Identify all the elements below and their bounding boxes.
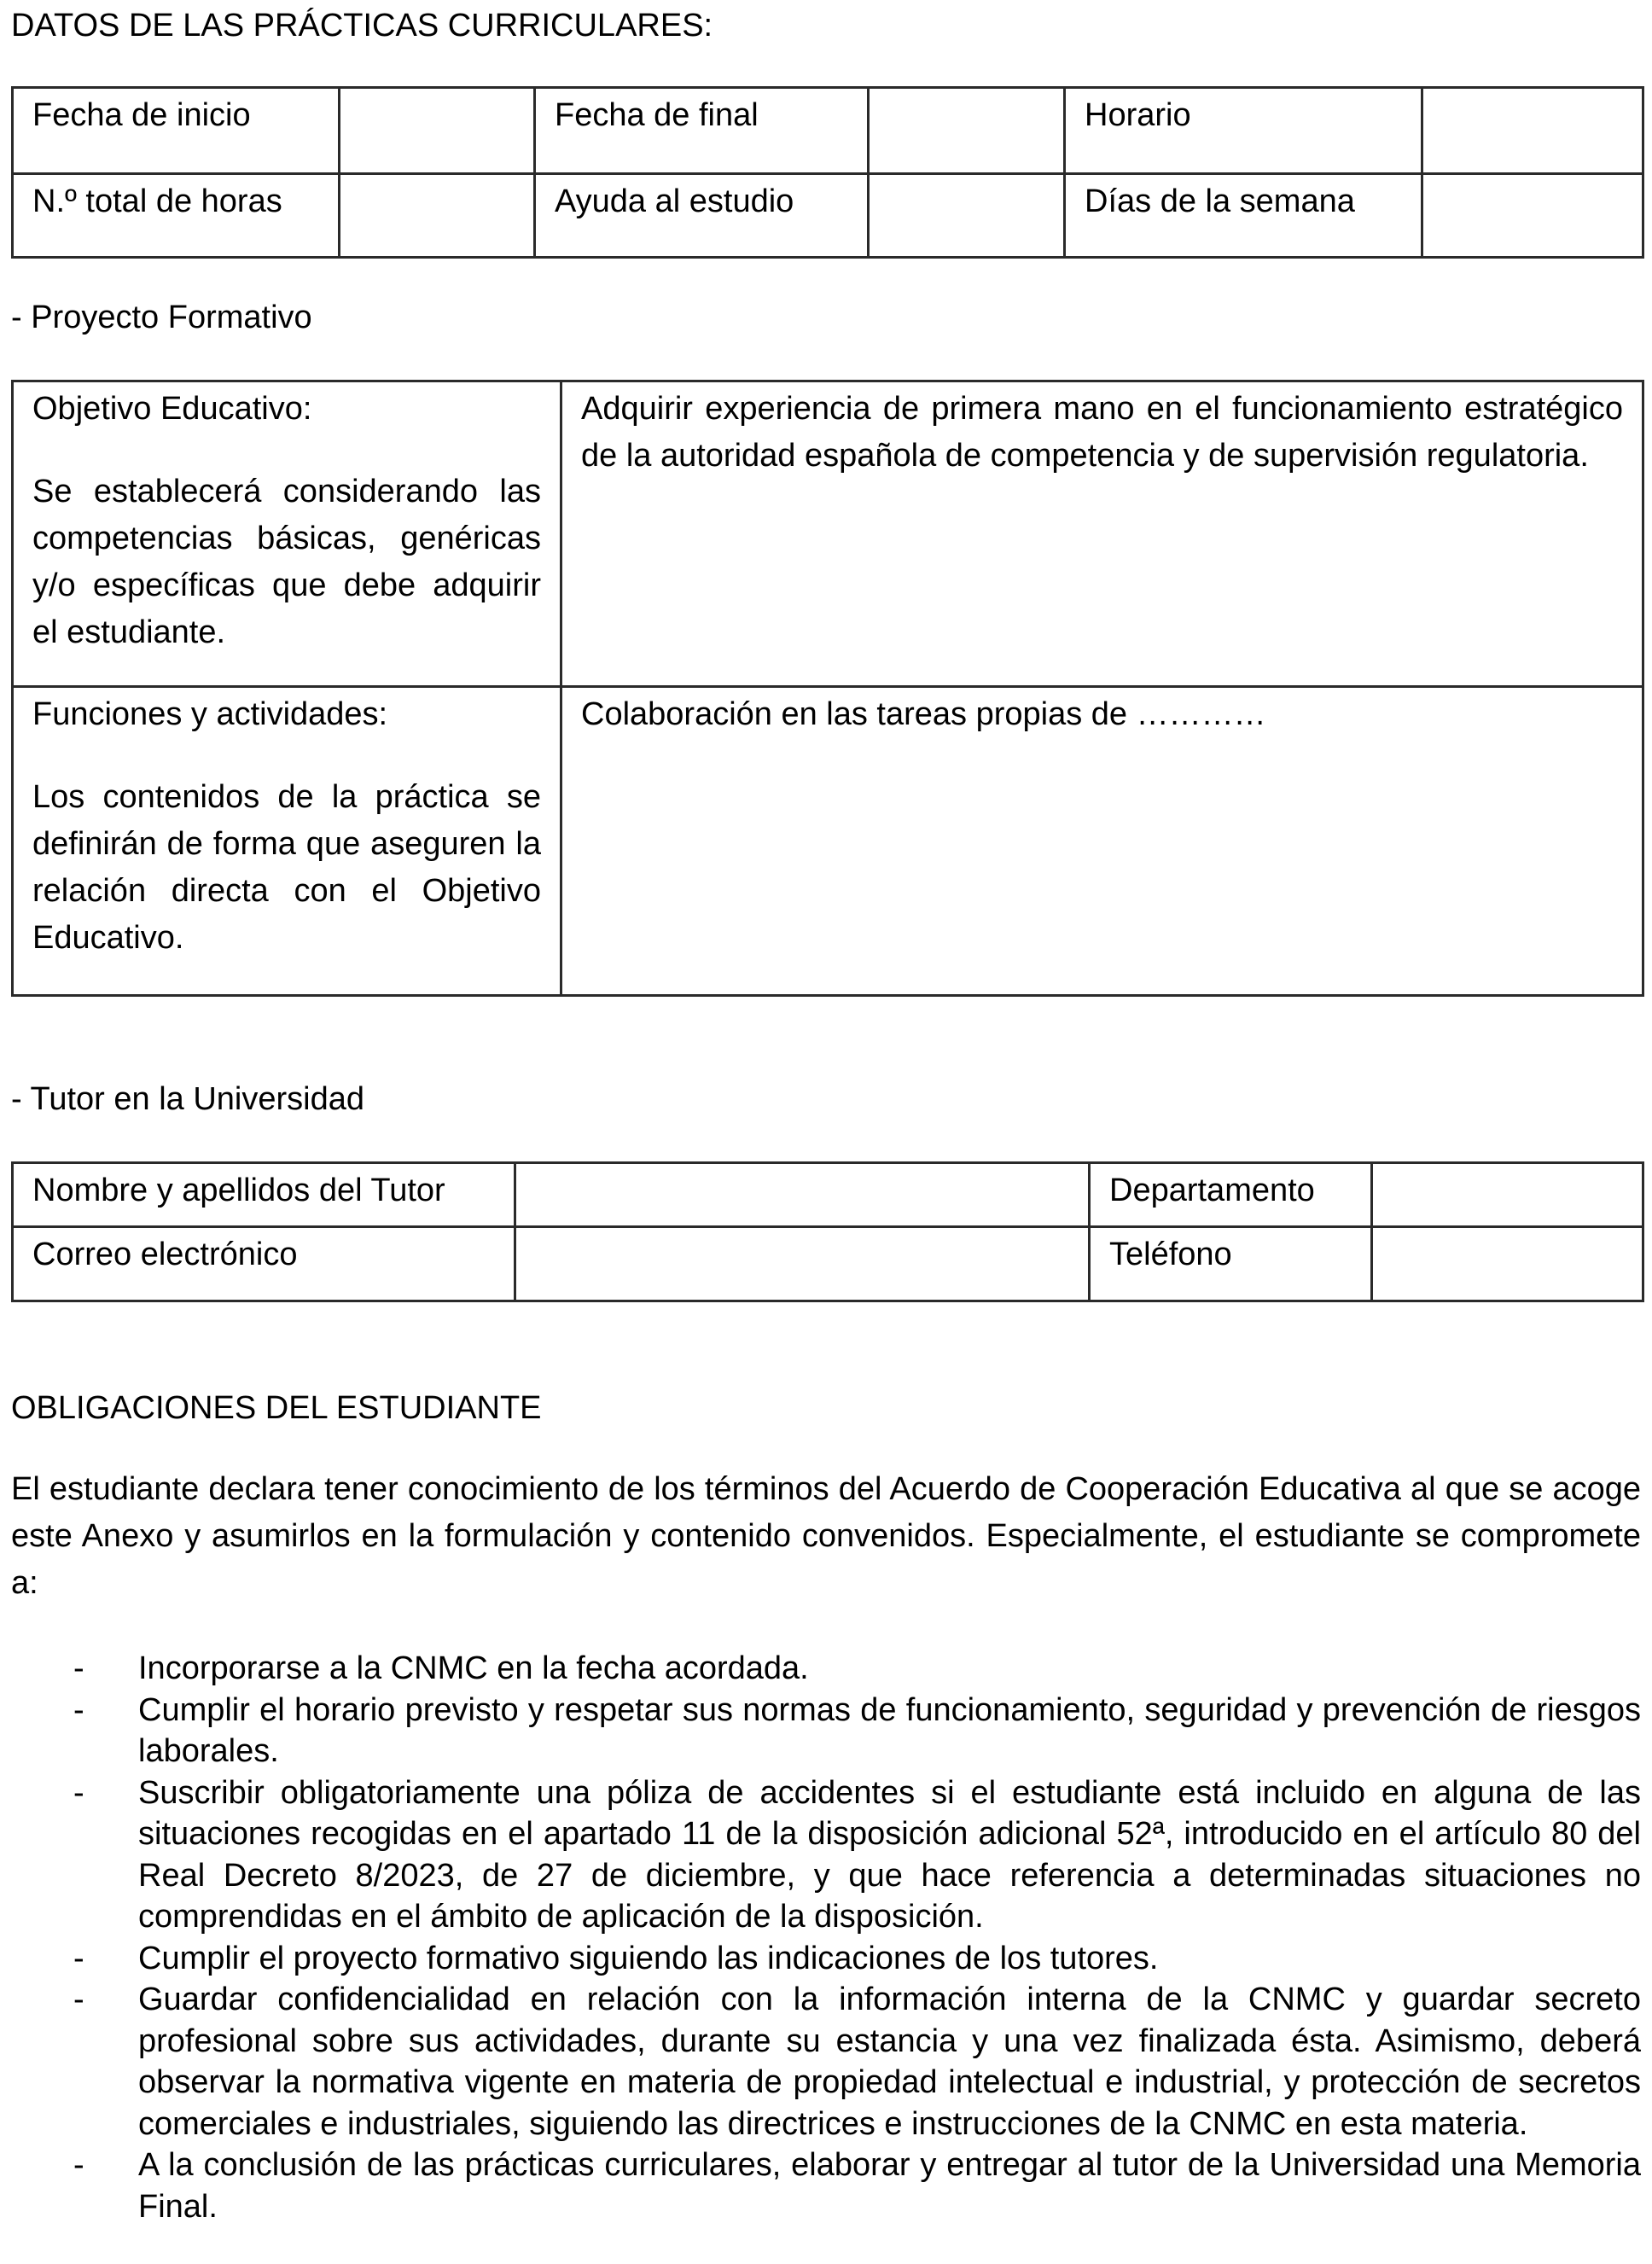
- table-row: [13, 381, 1643, 687]
- obligaciones-intro: El estudiante declara tener conocimiento de los términos del Acuerdo de Cooperación Educativa al que se acoge este Anexo y asumirlos en la formulación y contenido convenidos. Especialmente, el estudiante se compromete a:: [11, 1471, 1641, 1601]
- horario-field[interactable]: [1422, 88, 1643, 174]
- list-item: - Cumplir el proyecto formativo siguiendo las indicaciones de los tutores.: [0, 1938, 1641, 1980]
- nombre-tutor-label: Nombre y apellidos del Tutor: [13, 1163, 515, 1227]
- table-row: [13, 88, 1643, 174]
- table-row: [13, 1163, 1643, 1227]
- objetivo-educativo-hint: Se establecerá considerando las competencias básicas, genéricas y/o específicas que debe adquirir el estudiante.: [32, 474, 541, 650]
- section-title: DATOS DE LAS PRÁCTICAS CURRICULARES:: [11, 8, 713, 44]
- nombre-tutor-field[interactable]: [515, 1163, 1090, 1227]
- dash-bullet-icon: -: [73, 1982, 84, 2017]
- list-item: - Incorporarse a la CNMC en la fecha acordada.: [0, 1648, 1641, 1690]
- fecha-inicio-label: Fecha de inicio: [13, 88, 340, 174]
- obligaciones-list: [0, 1648, 1641, 2227]
- proyecto-formativo-heading: - Proyecto Formativo: [11, 300, 312, 335]
- proyecto-formativo-table: [11, 380, 1644, 997]
- list-item: - Cumplir el horario previsto y respetar sus normas de funcionamiento, seguridad y prevención de riesgos laborales.: [0, 1690, 1641, 1772]
- correo-label: Correo electrónico: [13, 1227, 515, 1301]
- telefono-field[interactable]: [1372, 1227, 1643, 1301]
- funciones-actividades-value: Colaboración en las tareas propias de …………: [581, 696, 1266, 732]
- table-row: [13, 1227, 1643, 1301]
- tutor-universidad-table: [11, 1161, 1644, 1302]
- table-row: [13, 687, 1643, 996]
- total-horas-field[interactable]: [340, 174, 535, 258]
- departamento-label: Departamento: [1090, 1163, 1372, 1227]
- fecha-inicio-field[interactable]: [340, 88, 535, 174]
- dash-bullet-icon: -: [73, 1774, 84, 1811]
- funciones-actividades-label: Funciones y actividades:: [32, 696, 388, 732]
- datos-practicas-table: [11, 86, 1644, 259]
- ayuda-estudio-field[interactable]: [869, 174, 1065, 258]
- objetivo-educativo-value-cell[interactable]: [561, 381, 1643, 687]
- objetivo-educativo-value: Adquirir experiencia de primera mano en el funcionamiento estratégico de la autoridad española de competencia y de supervisión regulatoria.: [581, 391, 1623, 474]
- list-item: - Suscribir obligatoriamente una póliza de accidentes si el estudiante está incluido en alguna de las situaciones recogidas en el apartado 11 de la disposición adicional 52ª, introducido en el artículo 80 del Real Decreto 8/2023, de 27 de diciembre, y que hace referencia a determinadas situaciones no comprendidas en el ámbito de aplicación de la disposición.: [0, 1772, 1641, 1938]
- objetivo-educativo-label: Objetivo Educativo:: [32, 391, 312, 427]
- dias-semana-field[interactable]: [1422, 174, 1643, 258]
- funciones-actividades-label-cell: [13, 687, 561, 996]
- table-row: [13, 174, 1643, 258]
- telefono-label: Teléfono: [1090, 1227, 1372, 1301]
- dash-bullet-icon: -: [73, 1940, 84, 1976]
- dias-semana-label: Días de la semana: [1065, 174, 1422, 258]
- fecha-final-field[interactable]: [869, 88, 1065, 174]
- fecha-final-label: Fecha de final: [535, 88, 869, 174]
- ayuda-estudio-label: Ayuda al estudio: [535, 174, 869, 258]
- tutor-universidad-heading: - Tutor en la Universidad: [11, 1081, 364, 1117]
- departamento-field[interactable]: [1372, 1163, 1643, 1227]
- funciones-actividades-value-cell[interactable]: [561, 687, 1643, 996]
- dash-bullet-icon: -: [73, 2147, 84, 2183]
- objetivo-educativo-label-cell: [13, 381, 561, 687]
- total-horas-label: N.º total de horas: [13, 174, 340, 258]
- obligaciones-heading: OBLIGACIONES DEL ESTUDIANTE: [11, 1390, 542, 1426]
- dash-bullet-icon: -: [73, 1691, 84, 1728]
- list-item: - Guardar confidencialidad en relación con la información interna de la CNMC y guardar secreto profesional sobre sus actividades, durante su estancia y una vez finalizada ésta. Asimismo, deberá observar la normativa vigente en materia de propiedad intelectual e industrial, y protección de secretos comerciales e industriales, siguiendo las directrices e instrucciones de la CNMC en esta materia.: [0, 1979, 1641, 2145]
- funciones-actividades-hint: Los contenidos de la práctica se definirán de forma que aseguren la relación directa con el Objetivo Educativo.: [32, 779, 541, 956]
- horario-label: Horario: [1065, 88, 1422, 174]
- list-item: - A la conclusión de las prácticas curriculares, elaborar y entregar al tutor de la Universidad una Memoria Final.: [0, 2145, 1641, 2227]
- correo-field[interactable]: [515, 1227, 1090, 1301]
- dash-bullet-icon: -: [73, 1650, 84, 1686]
